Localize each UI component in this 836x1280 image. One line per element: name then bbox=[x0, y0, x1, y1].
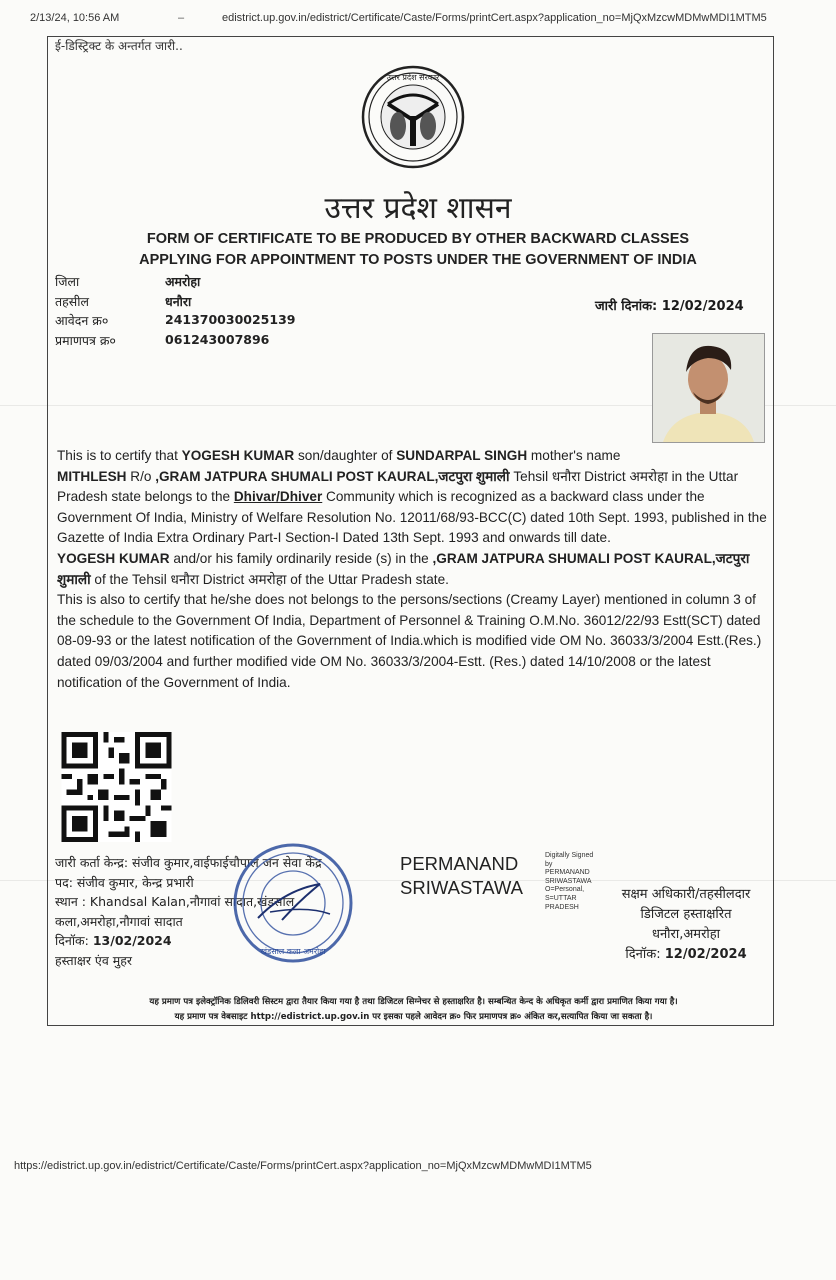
mother-name: MITHLESH bbox=[57, 468, 127, 484]
issued-under-label: ई-डिस्ट्रिक्ट के अन्तर्गत जारी.. bbox=[55, 39, 183, 53]
issuer-designation: पद: संजीव कुमार, केन्द्र प्रभारी bbox=[55, 874, 194, 890]
authority-title: सक्षम अधिकारी/तहसीलदार bbox=[621, 887, 751, 902]
certificate-no-label: प्रमाणपत्र क्र० bbox=[55, 333, 116, 348]
district-name: अमरोहा bbox=[629, 468, 668, 484]
issuing-centre: जारी कर्ता केन्द्र: संजीव कुमार,वाईफाईचौपाल जन सेवा केंद्र bbox=[55, 855, 322, 870]
up-emblem-icon bbox=[360, 64, 466, 170]
certificate-body bbox=[57, 446, 769, 693]
digital-signature-details[interactable]: Digitally Signed by PERMANAND SRIWASTAWA O=Personal, S=UTTAR PRADESH bbox=[545, 852, 594, 911]
competent-authority-block bbox=[596, 885, 776, 965]
qr-code-icon[interactable] bbox=[60, 732, 173, 842]
father-name: SUNDARPAL SINGH bbox=[396, 448, 528, 463]
issue-date bbox=[595, 296, 744, 314]
residence-paragraph: YOGESH KUMAR and/or his family ordinarily reside (s) in the ,GRAM JATPURA SHUMALI POST KAURAL,जटपुरा शुमाली of the Tehsil धनौरा District अमरोहा of the Uttar Pradesh state. bbox=[57, 550, 750, 587]
certificate-title-line1: FORM OF CERTIFICATE TO BE PRODUCED BY OTHER BACKWARD CLASSES bbox=[146, 231, 690, 247]
authority-digital-signed: डिजिटल हस्ताक्षरित bbox=[640, 907, 732, 922]
certification-paragraph: This is to certify that YOGESH KUMAR son/daughter of SUNDARPAL SINGH mother's name MITHLESH R/o ,GRAM JATPURA SHUMALI POST KAURAL,जटपुरा शुमाली Tehsil धनौरा District अमरोहा in the Uttar Pradesh state belongs to the Dhivar/Dhiver Community which is recognized as a backward class under the Government Of India, Ministry of Welfare Resolution No. 12011/68/93-BCC(C) dated 10th Sept. 1993, published in the Gazette of India Extra Ordinary Part-I Section-I Dated 13th Sept. 1993 and onwards till date. bbox=[57, 448, 767, 546]
application-no-value: 241370030025139 bbox=[165, 312, 296, 327]
applicant-name: YOGESH KUMAR bbox=[181, 448, 295, 463]
district-value: अमरोहा bbox=[165, 274, 201, 289]
authority-date: दिनॉक: 12/02/2024 bbox=[625, 947, 747, 962]
tehsil-name: धनौरा bbox=[551, 468, 581, 484]
authority-place: धनौरा,अमरोहा bbox=[651, 927, 721, 942]
tehsil-value: धनौरा bbox=[165, 294, 192, 309]
certificate-no-value: 061243007896 bbox=[165, 332, 270, 347]
application-no-label: आवेदन क्र० bbox=[55, 313, 109, 328]
signature-seal-label: हस्ताक्षर एंव मुहर bbox=[55, 952, 132, 968]
issuer-location-cont: कला,अमरोहा,नौगावां सादात bbox=[55, 913, 183, 929]
certificate-title-line2: APPLYING FOR APPOINTMENT TO POSTS UNDER THE GOVERNMENT OF INDIA bbox=[139, 252, 697, 268]
issue-date-value: 12/02/2024 bbox=[661, 299, 744, 314]
tehsil-label: तहसील bbox=[55, 294, 89, 309]
government-title-hindi: उत्तर प्रदेश शासन bbox=[324, 191, 512, 226]
verification-note: यह प्रमाण पत्र इलेक्ट्रॉनिक डिलिवरी सिस्टम द्वारा तैयार किया गया है तथा डिजिटल सिग्नेचर से हस्ताक्षरित है। सम्बन्धित केन्द के अधिकृत कर्मी द्वारा प्रमाणित किया गया है। यह प्रमाण पत्र वेबसाइट http://edistrict.up.gov.in पर इसका पहले आवेदन क्र० फिर प्रमाणपत्र क्र० अंकित कर,सत्यापित किया जा सकता है। bbox=[149, 997, 678, 1022]
issuer-date: दिनॉक: 13/02/2024 bbox=[55, 933, 172, 948]
issue-date-label: जारी दिनांक: bbox=[595, 299, 658, 314]
creamy-layer-paragraph: This is also to certify that he/she does not belongs to the persons/sections (Creamy Layer) mentioned in column 3 of the schedule to the Government Of India, Department of Personnel & Training O.M.No. 36012/22/93 Estt(SCT) dated 08-09-93 or the latest notification of the Government of India.which is modified vide OM No. 36033/3/2004 Estt.(Res.) dated 09/03/2004 and further modified vide OM No. 36033/3/2004-Estt. (Res.) dated 14/10/2008 or the latest notification of the Government of India. bbox=[57, 592, 762, 690]
issuer-location: स्थान : Khandsal Kalan,नौगावां सादात,खंडसाल bbox=[55, 894, 295, 909]
svg-text:उत्तर प्रदेश सरकार: उत्तर प्रदेश सरकार bbox=[386, 73, 440, 82]
print-footer-url: https://edistrict.up.gov.in/edistrict/Certificate/Caste/Forms/printCert.aspx?application_no=MjQxMzcwMDMwMDI1MTM5 bbox=[14, 1160, 592, 1172]
resident-address: ,GRAM JATPURA SHUMALI POST KAURAL,जटपुरा शुमाली bbox=[155, 468, 510, 484]
print-separator: – bbox=[178, 12, 185, 24]
svg-text:खंडसाल कला अमरोहा: खंडसाल कला अमरोहा bbox=[260, 947, 326, 956]
district-label: जिला bbox=[55, 274, 80, 289]
community-name: Dhivar/Dhiver bbox=[233, 489, 323, 505]
signer-name: PERMANAND SRIWASTAWA bbox=[400, 853, 523, 898]
official-seal-stamp-icon bbox=[230, 840, 356, 966]
print-timestamp: 2/13/24, 10:56 AM bbox=[30, 12, 120, 24]
print-header-url: edistrict.up.gov.in/edistrict/Certificate/Caste/Forms/printCert.aspx?application_no=MjQxMzcwMDMwMDI1MTM5 bbox=[222, 12, 767, 24]
applicant-photo bbox=[652, 333, 765, 443]
